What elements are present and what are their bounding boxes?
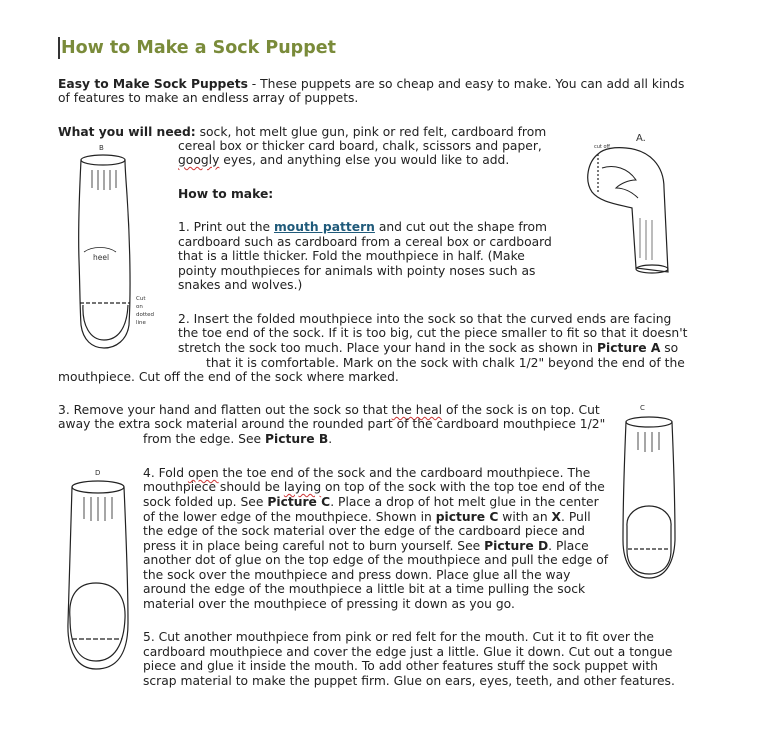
spell-flag-the-heal: the heal [391,403,443,417]
need-label: What you will need: [58,125,196,139]
intro-text: - These puppets are so cheap and easy to make. You can add all kinds [247,77,685,91]
step4-line-6 [143,539,589,554]
step5-line-2: cardboard mouthpiece and cover the edge just a little. Glue it down. Cut out a tongue [143,645,673,659]
spell-flag-open: open [187,466,219,480]
step5-line-1: 5. Cut another mouthpiece from pink or red felt for the mouth. Cut it to fit over the [143,630,654,644]
step4-text-6b: . Place [548,539,589,553]
x-mark-ref: X [551,510,562,524]
figure-c-label: C [640,404,645,412]
step1-post: and cut out the shape from [374,220,547,234]
picture-d-ref: Picture D [484,539,549,553]
step4-text-6: press it in place being careful not to burn yourself. See [143,539,485,553]
step2-line-1: 2. Insert the folded mouthpiece into the sock so that the curved ends are facing [178,312,672,326]
step4-line-9: around the edge of the mouthpiece a little bit at a time pulling the sock [143,582,586,596]
need-text: sock, hot melt glue gun, pink or red felt, cardboard from [195,125,547,139]
figure-b-heel-label: heel [93,253,110,262]
picture-a-ref: Picture A [596,341,661,355]
step4-line-8: the sock over the mouthpiece and press down. Place glue all the way [143,568,571,582]
step1-line-1 [178,220,547,235]
intro-lead: Easy to Make Sock Puppets [58,77,248,91]
step4-line-5: the edge of the sock material over the edge of the cardboard piece and [143,524,585,538]
how-to-heading [178,187,273,202]
intro-line-1 [58,77,684,92]
need-line-3 [178,153,509,168]
step4-text-4: of the lower edge of the mouthpiece. Shown in [143,510,436,524]
figure-b-cut-2: on [136,304,143,310]
figure-c-illustration [618,400,683,585]
figure-a-label: A. [636,133,646,144]
figure-b-cut-1: Cut [136,296,146,302]
page-title: How to Make a Sock Puppet [58,37,336,59]
figure-b-cut-4: line [136,320,146,326]
step2-text-3b: so [660,341,679,355]
step2-line-2: the toe end of the sock. If it is too big, cut the piece smaller to fit so that it doesn't [178,326,688,340]
intro-line-2: of features to make an endless array of puppets. [58,91,359,105]
step4-line-2 [143,480,605,495]
step3-text-1: 3. Remove your hand and flatten out the sock so that [58,403,392,417]
step2-line-4: that it is comfortable. Mark on the sock with chalk 1/2" beyond the end of the [206,356,685,370]
step2-line-3 [178,341,678,356]
figure-b-illustration [72,140,167,355]
spell-flag-word: googly [178,153,220,167]
step4-line-3 [143,495,599,510]
need-line-1 [58,125,546,140]
picture-b-ref: Picture B [265,432,329,446]
step1-line-3: that is a little thicker. Fold the mouthpiece in half. (Make [178,249,525,263]
step4-line-4 [143,510,591,525]
picture-c-ref: Picture C [267,495,331,509]
figure-d-label: D [95,469,101,477]
step4-text-3b: . Place a drop of hot melt glue in the center [330,495,599,509]
step1-line-2: cardboard such as cardboard from a cereal box or cardboard [178,235,552,249]
step5-line-4: scrap material to make the puppet firm. Glue on ears, eyes, teeth, and other features. [143,674,675,688]
step1-line-4: pointy mouthpieces for animals with pointy noses such as [178,264,536,278]
step4-line-7: another dot of glue on the top edge of the mouthpiece and pull the edge of [143,553,609,567]
step3-line-1 [58,403,600,418]
figure-a-note: cut off [594,144,610,150]
need-line-2: cereal box or thicker card board, chalk, scissors and paper, [178,139,542,153]
step4-line-1 [143,466,590,481]
step4-text-4b: with an [498,510,552,524]
figure-a-illustration [580,128,680,283]
step4-text-2: mouthpiece should be [143,480,284,494]
step3-line-3 [143,432,332,447]
step1-line-5: snakes and wolves.) [178,278,303,292]
how-to-heading-text: How to make: [178,187,274,201]
picture-c-ref-2: picture C [435,510,499,524]
step2-text-3: stretch the sock too much. Place your hand in the sock as shown in [178,341,597,355]
step1-pre: 1. Print out the [178,220,274,234]
step4-text-3: sock folded up. See [143,495,268,509]
step3-text-3: from the edge. See [143,432,266,446]
step4-text-2b: on top of the sock with the top toe end of the [321,480,605,494]
figure-b-label: B [99,144,104,152]
step4-text-1b: the toe end of the sock and the cardboard mouthpiece. The [218,466,591,480]
step4-line-10: material over the mouthpiece of pressing it down as you go. [143,597,515,611]
spell-flag-laying: laying [283,480,322,494]
figure-d-illustration [58,463,138,678]
figure-b-cut-3: dotted [136,312,155,318]
mouth-pattern-link[interactable]: mouth pattern [273,220,375,234]
step4-text-4c: . Pull [561,510,591,524]
step3-line-2: away the extra sock material around the rounded part of the cardboard mouthpiece 1/2" [58,417,606,431]
step2-line-5: mouthpiece. Cut off the end of the sock where marked. [58,370,399,384]
step5-line-3: piece and glue it inside the mouth. To add other features stuff the sock puppet with [143,659,658,673]
step3-text-3b: . [328,432,333,446]
step4-text-1: 4. Fold [143,466,188,480]
need-text-3: eyes, and anything else you would like to add. [219,153,510,167]
step3-text-1b: of the sock is on top. Cut [442,403,600,417]
